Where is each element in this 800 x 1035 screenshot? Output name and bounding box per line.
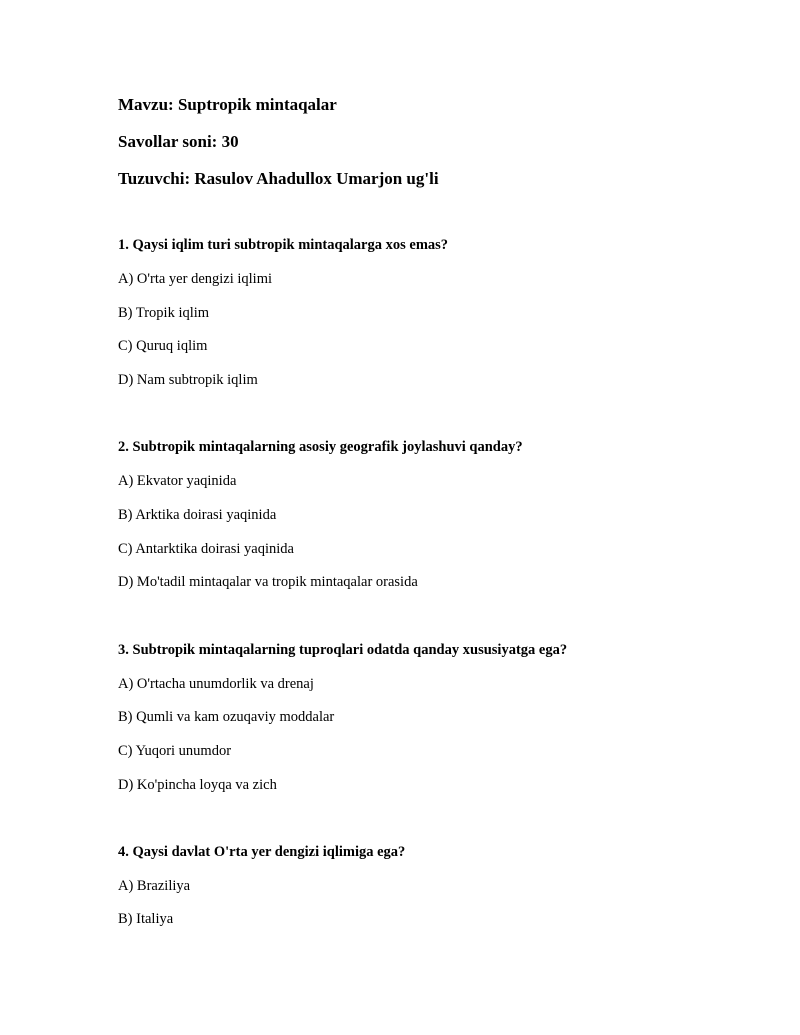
answer-option: B) Italiya	[118, 911, 174, 928]
question-title: 1. Qaysi iqlim turi subtropik mintaqalarga xos emas?	[118, 237, 449, 253]
question-title: 4. Qaysi davlat O'rta yer dengizi iqlimiga ega?	[118, 843, 406, 860]
topic-heading: Mavzu: Suptropik mintaqalar	[118, 95, 337, 114]
author-heading: Tuzuvchi: Rasulov Ahadullox Umarjon ug'li	[118, 169, 439, 188]
question-3	[118, 641, 738, 810]
answer-option: A) Ekvator yaqinida	[118, 473, 237, 490]
question-4	[118, 843, 738, 944]
answer-option: B) Qumli va kam ozuqaviy moddalar	[118, 709, 335, 726]
answer-option: C) Antarktika doirasi yaqinida	[118, 540, 294, 557]
question-title: 2. Subtropik mintaqalarning asosiy geografik joylashuvi qanday?	[118, 439, 523, 456]
document-page	[118, 94, 738, 944]
question-2	[118, 438, 738, 607]
answer-option: C) Quruq iqlim	[118, 338, 208, 355]
answer-option: A) Braziliya	[118, 877, 191, 894]
question-1	[118, 236, 738, 405]
answer-option: A) O'rtacha unumdorlik va drenaj	[118, 675, 314, 692]
answer-option: B) Tropik iqlim	[118, 304, 210, 321]
answer-option: A) O'rta yer dengizi iqlimi	[118, 271, 273, 287]
answer-option: D) Ko'pincha loyqa va zich	[118, 776, 277, 793]
question-title: 3. Subtropik mintaqalarning tuproqlari odatda qanday xususiyatga ega?	[118, 641, 568, 658]
answer-option: C) Yuqori unumdor	[118, 742, 232, 759]
answer-option: D) Nam subtropik iqlim	[118, 372, 258, 389]
answer-option: D) Mo'tadil mintaqalar va tropik mintaqalar orasida	[118, 574, 418, 591]
question-count-heading: Savollar soni: 30	[118, 132, 239, 151]
answer-option: B) Arktika doirasi yaqinida	[118, 506, 277, 523]
